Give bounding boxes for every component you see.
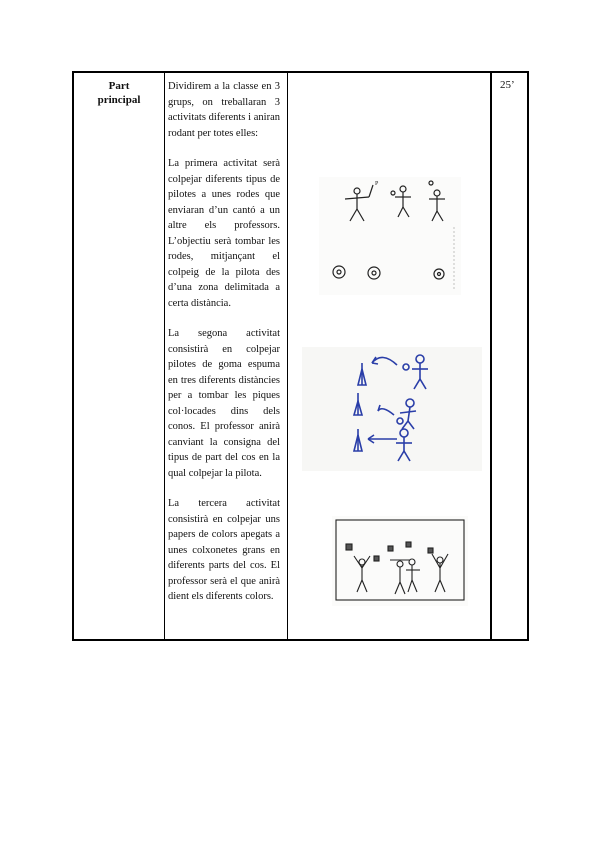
- intro-paragraph: Dividirem a la classe en 3 grups, on treballaran 3 activitats diferents i aniran rodant per totes elles:: [168, 81, 280, 139]
- section-label-line2: principal: [97, 94, 141, 106]
- column-divider: [287, 73, 288, 639]
- activities-description: [168, 79, 280, 620]
- second-activity-paragraph: La segona activitat consistirà en colpejar pilotes de goma espuma en tres diferents distàncies per a tombar les piques col·locades dins dels conos. El professor anirà canviant la consigna del tipus de part del cos en la qual colpejar la pilota.: [168, 328, 280, 479]
- duration: 25’: [500, 79, 515, 91]
- section-label: [74, 79, 164, 107]
- svg-text:P: P: [375, 181, 379, 187]
- second-activity-drawing: [302, 347, 482, 471]
- column-divider: [490, 73, 492, 639]
- third-activity-drawing: [332, 516, 468, 606]
- column-divider: [164, 73, 165, 639]
- first-activity-drawing: [319, 177, 461, 295]
- activity-table: [72, 71, 529, 641]
- first-activity-paragraph: La primera activitat serà colpejar diferents tipus de pilotes a unes rodes que enviaran d’un cantó a un altre els professors. L’objectiu serà tombar les rodes, mitjançant el colpeig de la pilota des d’una zona delimitada a certa distància.: [168, 158, 280, 309]
- third-activity-paragraph: La tercera activitat consistirà en colpejar uns papers de colors apegats a unes colxonetes grans en diferents parts del cos. El professor serà el que anirà dient els diferents colors.: [168, 498, 280, 602]
- section-label-line1: Part: [108, 80, 130, 92]
